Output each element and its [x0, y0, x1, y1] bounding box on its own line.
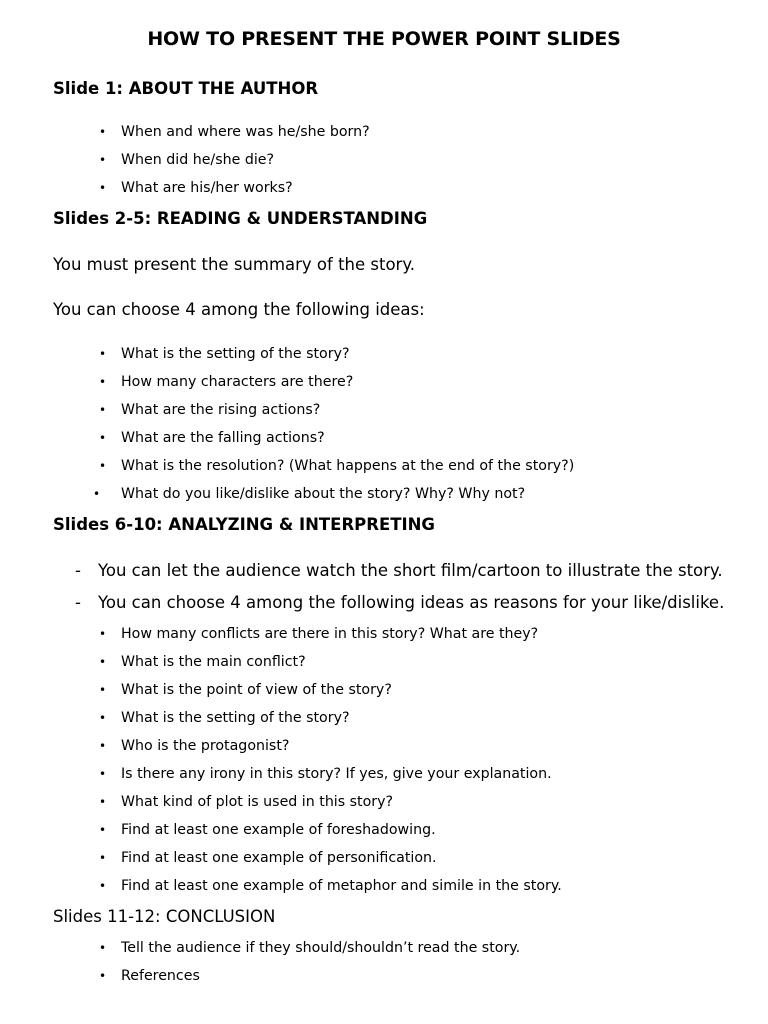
list-item: • What kind of plot is used in this story? [99, 794, 394, 810]
section-heading-analyzing: Slides 6-10: ANALYZING & INTERPRETING [53, 515, 435, 534]
bullet-icon: • [99, 627, 107, 641]
list-item: • Who is the protagonist? [99, 738, 290, 754]
list-item: • Is there any irony in this story? If yes, give your explanation. [99, 766, 552, 782]
bullet-icon: • [99, 375, 107, 389]
dash-icon: - [75, 593, 81, 612]
bullet-icon: • [99, 459, 107, 473]
bullet-icon: • [99, 711, 107, 725]
summary-paragraph: You must present the summary of the story. [53, 255, 415, 274]
choose-ideas-paragraph: You can choose 4 among the following ideas: [53, 300, 425, 319]
list-item: • What do you like/dislike about the story? Why? Why not? [93, 486, 526, 502]
list-item: • Tell the audience if they should/shouldn’t read the story. [99, 940, 521, 956]
bullet-icon: • [99, 181, 107, 195]
section-heading-conclusion: Slides 11-12: CONCLUSION [53, 907, 276, 926]
conclusion-bullet-list [0, 938, 520, 994]
bullet-icon: • [99, 403, 107, 417]
list-item: • Find at least one example of metaphor and simile in the story. [99, 878, 562, 894]
section-heading-reading: Slides 2-5: READING & UNDERSTANDING [53, 209, 428, 228]
author-bullet-list [0, 122, 370, 206]
document-title: HOW TO PRESENT THE POWER POINT SLIDES [147, 28, 621, 50]
list-item: • What are the falling actions? [99, 430, 325, 446]
list-item: • When did he/she die? [99, 152, 275, 168]
bullet-icon: • [99, 823, 107, 837]
list-item: • How many characters are there? [99, 374, 354, 390]
list-item: • What are his/her works? [99, 180, 293, 196]
analyzing-bullet-list [0, 624, 562, 904]
bullet-icon: • [99, 795, 107, 809]
bullet-icon: • [99, 851, 107, 865]
bullet-icon: • [99, 879, 107, 893]
bullet-icon: • [99, 941, 107, 955]
bullet-icon: • [99, 431, 107, 445]
bullet-icon: • [99, 683, 107, 697]
list-item: • Find at least one example of personification. [99, 850, 437, 866]
list-item: • What is the setting of the story? [99, 346, 350, 362]
list-item: • How many conflicts are there in this story? What are they? [99, 626, 539, 642]
bullet-icon: • [99, 739, 107, 753]
list-item: • What is the resolution? (What happens at the end of the story?) [99, 458, 575, 474]
list-item: • What is the setting of the story? [99, 710, 350, 726]
bullet-icon: • [99, 655, 107, 669]
list-item: • Find at least one example of foreshadowing. [99, 822, 436, 838]
list-item: • What is the point of view of the story? [99, 682, 392, 698]
bullet-icon: • [93, 487, 101, 501]
bullet-icon: • [99, 767, 107, 781]
bullet-icon: • [99, 125, 107, 139]
list-item: • References [99, 968, 200, 984]
list-item: • When and where was he/she born? [99, 124, 370, 140]
reading-bullet-list [0, 344, 574, 512]
bullet-icon: • [99, 153, 107, 167]
bullet-icon: • [99, 347, 107, 361]
section-heading-author: Slide 1: ABOUT THE AUTHOR [53, 79, 319, 98]
list-item: • What is the main conflict? [99, 654, 306, 670]
list-item: • What are the rising actions? [99, 402, 321, 418]
bullet-icon: • [99, 969, 107, 983]
dash-icon: - [75, 561, 81, 580]
analyzing-dash-list [0, 561, 724, 625]
list-item: - You can let the audience watch the short film/cartoon to illustrate the story. [75, 561, 723, 580]
list-item: - You can choose 4 among the following ideas as reasons for your like/dislike. [75, 593, 725, 612]
